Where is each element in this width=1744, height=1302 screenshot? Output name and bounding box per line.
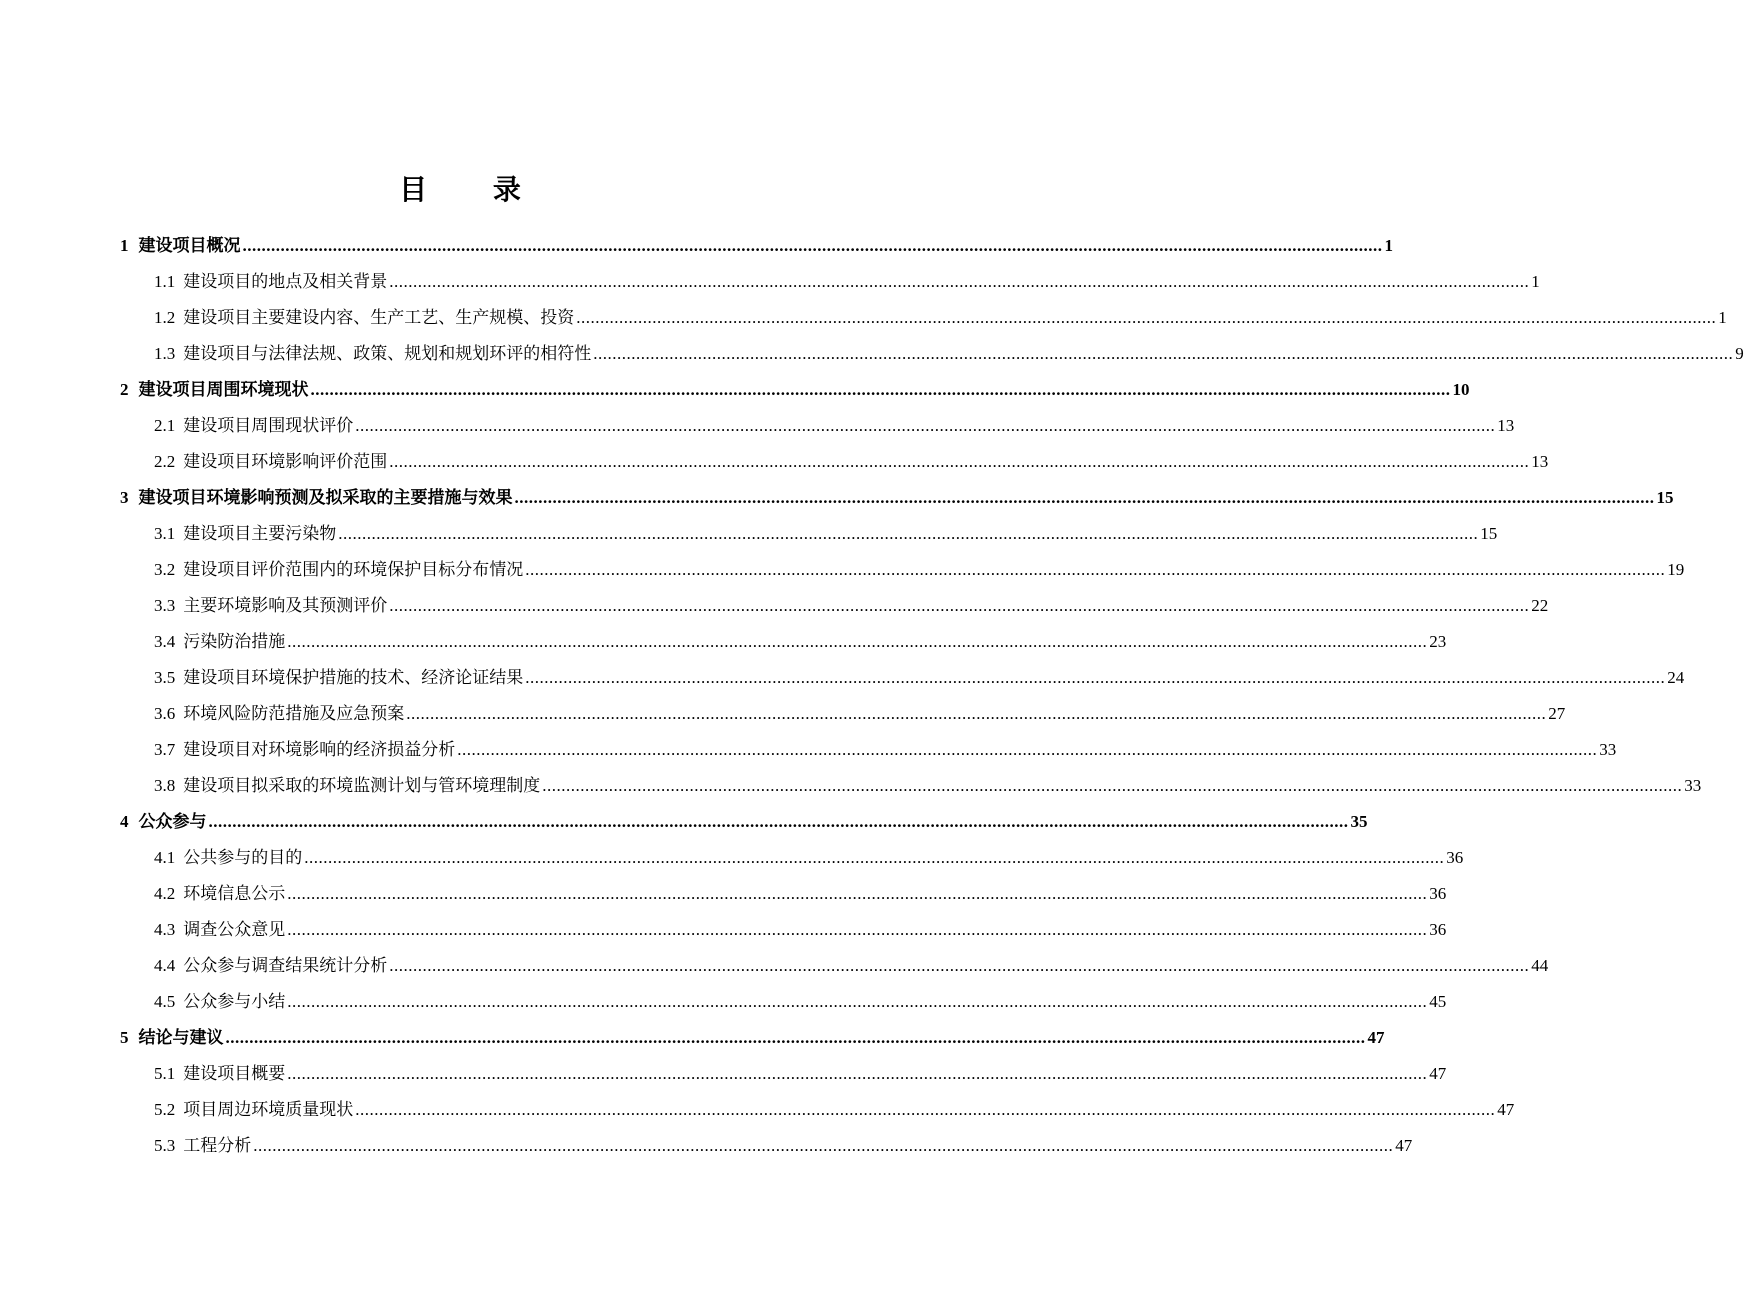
toc-page-number: 15 bbox=[1656, 488, 1674, 507]
toc-dot-leader: ................................................................................................................................................................................................................................................ bbox=[242, 236, 1383, 255]
toc-section-entry[interactable] bbox=[120, 912, 1447, 948]
toc-entry-title: 建设项目周围现状评价 bbox=[183, 416, 354, 436]
toc-section-entry[interactable] bbox=[120, 1056, 1447, 1092]
toc-dot-leader: ................................................................................................................................................................................................................................................ bbox=[338, 524, 1479, 543]
toc-dot-leader: ................................................................................................................................................................................................................................................ bbox=[593, 344, 1734, 363]
toc-dot-leader: ................................................................................................................................................................................................................................................ bbox=[406, 704, 1547, 723]
toc-page-number: 36 bbox=[1429, 920, 1447, 939]
toc-section-entry[interactable] bbox=[120, 660, 1685, 696]
toc-entry-number: 2 bbox=[120, 380, 129, 399]
toc-section-entry[interactable] bbox=[120, 840, 1464, 876]
toc-entry-number: 1.2 bbox=[154, 308, 176, 327]
toc-chapter-entry[interactable] bbox=[120, 804, 1368, 840]
toc-page-number: 15 bbox=[1480, 524, 1498, 543]
toc-entry-title: 公众参与调查结果统计分析 bbox=[183, 956, 388, 976]
toc-entry-title: 公众参与小结 bbox=[183, 992, 286, 1012]
toc-page-number: 33 bbox=[1684, 776, 1702, 795]
toc-entry-title: 建设项目主要建设内容、生产工艺、生产规模、投资 bbox=[183, 308, 575, 328]
toc-section-entry[interactable] bbox=[120, 264, 1540, 300]
toc-entry-title: 工程分析 bbox=[183, 1136, 252, 1156]
toc-page-number: 22 bbox=[1531, 596, 1549, 615]
toc-entry-number: 1 bbox=[120, 236, 129, 255]
toc-page-number: 47 bbox=[1429, 1064, 1447, 1083]
toc-page-number: 24 bbox=[1667, 668, 1685, 687]
toc-dot-leader: ................................................................................................................................................................................................................................................ bbox=[287, 884, 1428, 903]
toc-chapter-entry[interactable] bbox=[120, 480, 1674, 516]
toc-dot-leader: ................................................................................................................................................................................................................................................ bbox=[576, 308, 1717, 327]
toc-dot-leader: ................................................................................................................................................................................................................................................ bbox=[355, 416, 1496, 435]
toc-page-number: 19 bbox=[1667, 560, 1685, 579]
toc-entry-number: 3.5 bbox=[154, 668, 176, 687]
toc-entry-title: 建设项目的地点及相关背景 bbox=[183, 272, 388, 292]
toc-page-number: 47 bbox=[1497, 1100, 1515, 1119]
toc-section-entry[interactable] bbox=[120, 552, 1685, 588]
toc-entry-number: 3.7 bbox=[154, 740, 176, 759]
toc-section-entry[interactable] bbox=[120, 696, 1566, 732]
toc-page-number: 13 bbox=[1531, 452, 1549, 471]
toc-entry-title: 建设项目主要污染物 bbox=[183, 524, 337, 544]
toc-section-entry[interactable] bbox=[120, 624, 1447, 660]
toc-chapter-entry[interactable] bbox=[120, 1020, 1385, 1056]
toc-page-number: 35 bbox=[1350, 812, 1368, 831]
toc-section-entry[interactable] bbox=[120, 516, 1498, 552]
toc-dot-leader: ................................................................................................................................................................................................................................................ bbox=[525, 560, 1666, 579]
toc-section-entry[interactable] bbox=[120, 948, 1549, 984]
toc-entry-number: 2.1 bbox=[154, 416, 176, 435]
toc-entry-title: 建设项目评价范围内的环境保护目标分布情况 bbox=[183, 560, 524, 580]
toc-dot-leader: ................................................................................................................................................................................................................................................ bbox=[225, 1028, 1366, 1047]
toc-section-entry[interactable] bbox=[120, 876, 1447, 912]
toc-dot-leader: ................................................................................................................................................................................................................................................ bbox=[457, 740, 1598, 759]
toc-entry-title: 调查公众意见 bbox=[183, 920, 286, 940]
toc-section-entry[interactable] bbox=[120, 1092, 1515, 1128]
toc-dot-leader: ................................................................................................................................................................................................................................................ bbox=[389, 272, 1530, 291]
toc-page-number: 23 bbox=[1429, 632, 1447, 651]
toc-entry-title: 建设项目概要 bbox=[183, 1064, 286, 1084]
toc-entry-number: 4.5 bbox=[154, 992, 176, 1011]
toc-page-number: 10 bbox=[1452, 380, 1470, 399]
toc-entry-title: 公众参与 bbox=[138, 812, 207, 832]
toc-page-number: 1 bbox=[1531, 272, 1540, 291]
toc-dot-leader: ................................................................................................................................................................................................................................................ bbox=[514, 488, 1655, 507]
toc-entry-title: 项目周边环境质量现状 bbox=[183, 1100, 354, 1120]
toc-entry-title: 污染防治措施 bbox=[183, 632, 286, 652]
toc-page-number: 47 bbox=[1367, 1028, 1385, 1047]
toc-page-number: 1 bbox=[1384, 236, 1393, 255]
toc-dot-leader: ................................................................................................................................................................................................................................................ bbox=[389, 452, 1530, 471]
toc-entry-title: 建设项目与法律法规、政策、规划和规划环评的相符性 bbox=[183, 344, 592, 364]
toc-section-entry[interactable] bbox=[120, 336, 1744, 372]
toc-entry-number: 5.2 bbox=[154, 1100, 176, 1119]
toc-section-entry[interactable] bbox=[120, 588, 1549, 624]
toc-entry-number: 2.2 bbox=[154, 452, 176, 471]
toc-entry-number: 5.3 bbox=[154, 1136, 176, 1155]
toc-section-entry[interactable] bbox=[120, 732, 1617, 768]
toc-dot-leader: ................................................................................................................................................................................................................................................ bbox=[253, 1136, 1394, 1155]
toc-section-entry[interactable] bbox=[120, 1128, 1413, 1164]
page-title: 目 录 bbox=[399, 173, 549, 206]
toc-entry-number: 4.4 bbox=[154, 956, 176, 975]
toc-dot-leader: ................................................................................................................................................................................................................................................ bbox=[389, 596, 1530, 615]
toc-entry-title: 建设项目对环境影响的经济损益分析 bbox=[183, 740, 456, 760]
toc-chapter-entry[interactable] bbox=[120, 228, 1393, 264]
toc-page-number: 45 bbox=[1429, 992, 1447, 1011]
toc-entry-title: 建设项目拟采取的环境监测计划与管环境理制度 bbox=[183, 776, 541, 796]
toc-dot-leader: ................................................................................................................................................................................................................................................ bbox=[542, 776, 1683, 795]
toc-chapter-entry[interactable] bbox=[120, 372, 1470, 408]
toc-dot-leader: ................................................................................................................................................................................................................................................ bbox=[208, 812, 1349, 831]
toc-entry-number: 4.3 bbox=[154, 920, 176, 939]
toc-entry-title: 建设项目周围环境现状 bbox=[138, 380, 309, 400]
toc-page-number: 47 bbox=[1395, 1136, 1413, 1155]
toc-dot-leader: ................................................................................................................................................................................................................................................ bbox=[287, 1064, 1428, 1083]
toc-entry-title: 建设项目环境保护措施的技术、经济论证结果 bbox=[183, 668, 524, 688]
toc-page-number: 44 bbox=[1531, 956, 1549, 975]
toc-dot-leader: ................................................................................................................................................................................................................................................ bbox=[355, 1100, 1496, 1119]
toc-dot-leader: ................................................................................................................................................................................................................................................ bbox=[287, 992, 1428, 1011]
toc-dot-leader: ................................................................................................................................................................................................................................................ bbox=[525, 668, 1666, 687]
toc-entry-title: 建设项目环境影响评价范围 bbox=[183, 452, 388, 472]
toc-page-number: 36 bbox=[1429, 884, 1447, 903]
toc-dot-leader: ................................................................................................................................................................................................................................................ bbox=[287, 632, 1428, 651]
toc-entry-number: 4.1 bbox=[154, 848, 176, 867]
toc-entry-number: 3.1 bbox=[154, 524, 176, 543]
toc-page-number: 1 bbox=[1718, 308, 1727, 327]
toc-entry-title: 环境信息公示 bbox=[183, 884, 286, 904]
toc-dot-leader: ................................................................................................................................................................................................................................................ bbox=[287, 920, 1428, 939]
toc-section-entry[interactable] bbox=[120, 768, 1702, 804]
toc-entry-number: 1.1 bbox=[154, 272, 176, 291]
toc-page-number: 36 bbox=[1446, 848, 1464, 867]
toc-page-number: 27 bbox=[1548, 704, 1566, 723]
table-of-contents bbox=[120, 228, 1744, 1164]
toc-entry-number: 4 bbox=[120, 812, 129, 831]
toc-entry-title: 结论与建议 bbox=[138, 1028, 224, 1048]
toc-section-entry[interactable] bbox=[120, 444, 1549, 480]
toc-page-number: 33 bbox=[1599, 740, 1617, 759]
toc-entry-number: 5.1 bbox=[154, 1064, 176, 1083]
toc-entry-title: 环境风险防范措施及应急预案 bbox=[183, 704, 405, 724]
toc-entry-title: 公共参与的目的 bbox=[183, 848, 303, 868]
toc-section-entry[interactable] bbox=[120, 984, 1447, 1020]
toc-dot-leader: ................................................................................................................................................................................................................................................ bbox=[310, 380, 1451, 399]
toc-entry-number: 3 bbox=[120, 488, 129, 507]
toc-entry-title: 主要环境影响及其预测评价 bbox=[183, 596, 388, 616]
toc-entry-number: 1.3 bbox=[154, 344, 176, 363]
toc-dot-leader: ................................................................................................................................................................................................................................................ bbox=[389, 956, 1530, 975]
toc-entry-number: 3.4 bbox=[154, 632, 176, 651]
toc-dot-leader: ................................................................................................................................................................................................................................................ bbox=[304, 848, 1445, 867]
toc-section-entry[interactable] bbox=[120, 408, 1515, 444]
toc-entry-number: 3.6 bbox=[154, 704, 176, 723]
toc-section-entry[interactable] bbox=[120, 300, 1727, 336]
toc-entry-title: 建设项目环境影响预测及拟采取的主要措施与效果 bbox=[138, 488, 513, 508]
toc-entry-title: 建设项目概况 bbox=[138, 236, 241, 256]
toc-entry-number: 5 bbox=[120, 1028, 129, 1047]
toc-entry-number: 3.8 bbox=[154, 776, 176, 795]
toc-entry-number: 3.2 bbox=[154, 560, 176, 579]
toc-page-number: 13 bbox=[1497, 416, 1515, 435]
toc-page-number: 9 bbox=[1735, 344, 1744, 363]
toc-entry-number: 3.3 bbox=[154, 596, 176, 615]
toc-entry-number: 4.2 bbox=[154, 884, 176, 903]
